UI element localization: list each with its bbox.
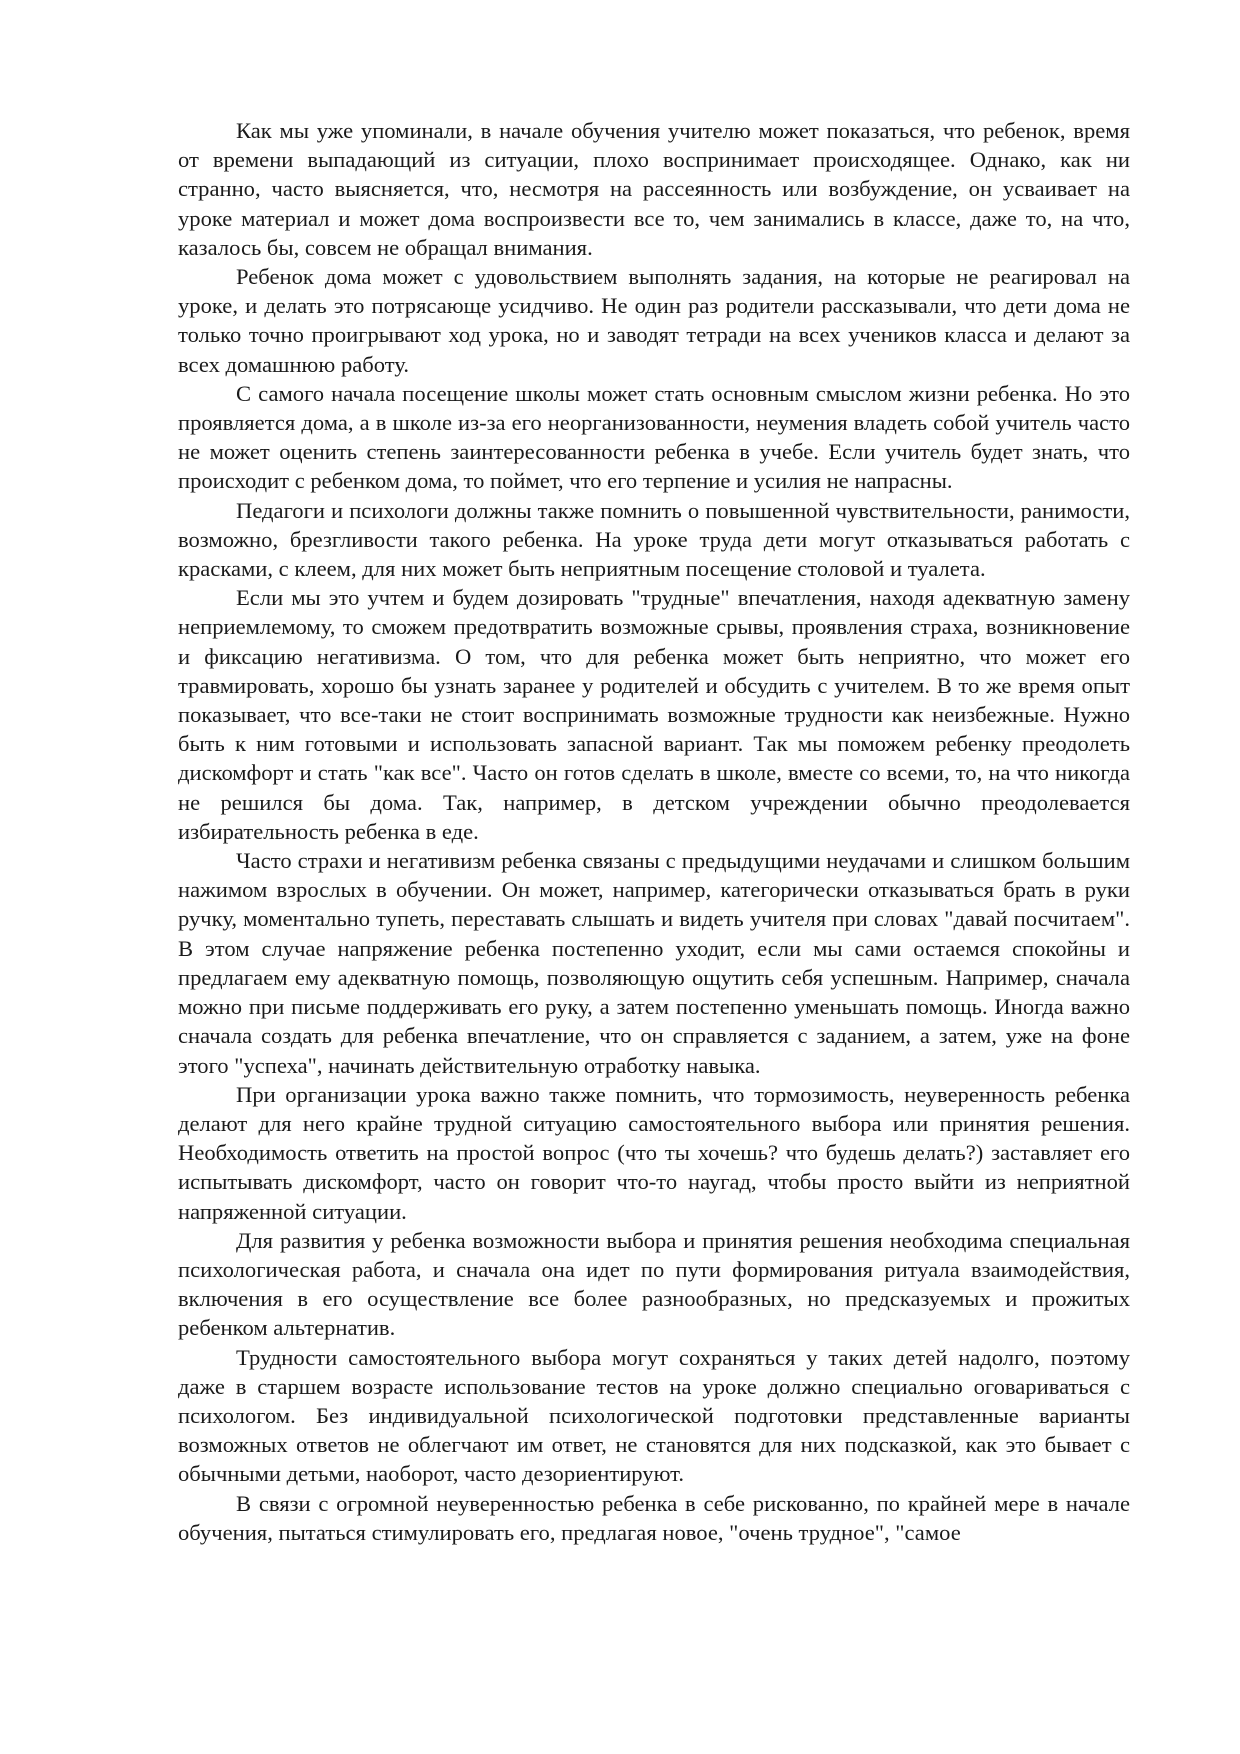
paragraph-1: Как мы уже упоминали, в начале обучения учителю может показаться, что ребенок, время от времени выпадающий из ситуации, плохо воспринимает происходящее. Однако, как ни странно, часто выясняется, что, несмотря на рассеянность или возбуждение, он усваивает на уроке материал и может дома воспроизвести все то, чем занимались в классе, даже то, на что, казалось бы, совсем не обращал внимания. (178, 118, 1130, 260)
paragraph-5: Если мы это учтем и будем дозировать "трудные" впечатления, находя адекватную замену неприемлемому, то сможем предотвратить возможные срывы, проявления страха, возникновение и фиксацию негативизма. О том, что для ребенка может быть неприятно, что может его травмировать, хорошо бы узнать заранее у родителей и обсудить с учителем. В то же время опыт показывает, что все-таки не стоит воспринимать возможные трудности как неизбежные. Нужно быть к ним готовыми и использовать запасной вариант. Так мы поможем ребенку преодолеть дискомфорт и стать "как все". Часто он готов сделать в школе, вместе со всеми, то, на что никогда не решился бы дома. Так, например, в детском учреждении обычно преодолевается избирательность ребенка в еде. (178, 585, 1130, 844)
document-page (178, 116, 1130, 1547)
paragraph-10: В связи с огромной неуверенностью ребенка в себе рискованно, по крайней мере в начале обучения, пытаться стимулировать его, предлагая новое, "очень трудное", "самое (178, 1490, 1130, 1545)
paragraph-4: Педагоги и психологи должны также помнить о повышенной чувствительности, ранимости, возможно, брезгливости такого ребенка. На уроке труда дети могут отказываться работать с красками, с клеем, для них может быть неприятным посещение столовой и туалета. (178, 497, 1130, 582)
paragraph-2: Ребенок дома может с удовольствием выполнять задания, на которые не реагировал на уроке, и делать это потрясающе усидчиво. Не один раз родители рассказывали, что дети дома не только точно проигрывают ход урока, но и заводят тетради на всех учеников класса и делают за всех домашнюю работу. (178, 264, 1130, 377)
paragraph-7: При организации урока важно также помнить, что тормозимость, неуверенность ребенка делают для него крайне трудной ситуацию самостоятельного выбора или принятия решения. Необходимость ответить на простой вопрос (что ты хочешь? что будешь делать?) заставляет его испытывать дискомфорт, часто он говорит что-то наугад, чтобы просто выйти из неприятной напряженной ситуации. (178, 1081, 1130, 1224)
paragraph-6: Часто страхи и негативизм ребенка связаны с предыдущими неудачами и слишком большим нажимом взрослых в обучении. Он может, например, категорически отказываться брать в руки ручку, моментально тупеть, переставать слышать и видеть учителя при словах "давай посчитаем". В этом случае напряжение ребенка постепенно уходит, если мы сами остаемся спокойны и предлагаем ему адекватную помощь, позволяющую ощутить себя успешным. Например, сначала можно при письме поддерживать его руку, а затем постепенно уменьшать помощь. Иногда важно сначала создать для ребенка впечатление, что он справляется с заданием, а затем, уже на фоне этого "успеха", начинать действительную отработку навыка. (178, 848, 1130, 1078)
paragraph-8: Для развития у ребенка возможности выбора и принятия решения необходима специальная психологическая работа, и сначала она идет по пути формирования ритуала взаимодействия, включения в его осуществление все более разнообразных, но предсказуемых и прожитых ребенком альтернатив. (178, 1227, 1130, 1341)
paragraph-3: С самого начала посещение школы может стать основным смыслом жизни ребенка. Но это проявляется дома, а в школе из-за его неорганизованности, неумения владеть собой учитель часто не может оценить степень заинтересованности ребенка в учебе. Если учитель будет знать, что происходит с ребенком дома, то поймет, что его терпение и усилия не напрасны. (178, 380, 1130, 494)
paragraph-9: Трудности самостоятельного выбора могут сохраняться у таких детей надолго, поэтому даже в старшем возрасте использование тестов на уроке должно специально оговариваться с психологом. Без индивидуальной психологической подготовки представленные варианты возможных ответов не облегчают им ответ, не становятся для них подсказкой, как это бывает с обычными детьми, наоборот, часто дезориентируют. (178, 1344, 1130, 1487)
